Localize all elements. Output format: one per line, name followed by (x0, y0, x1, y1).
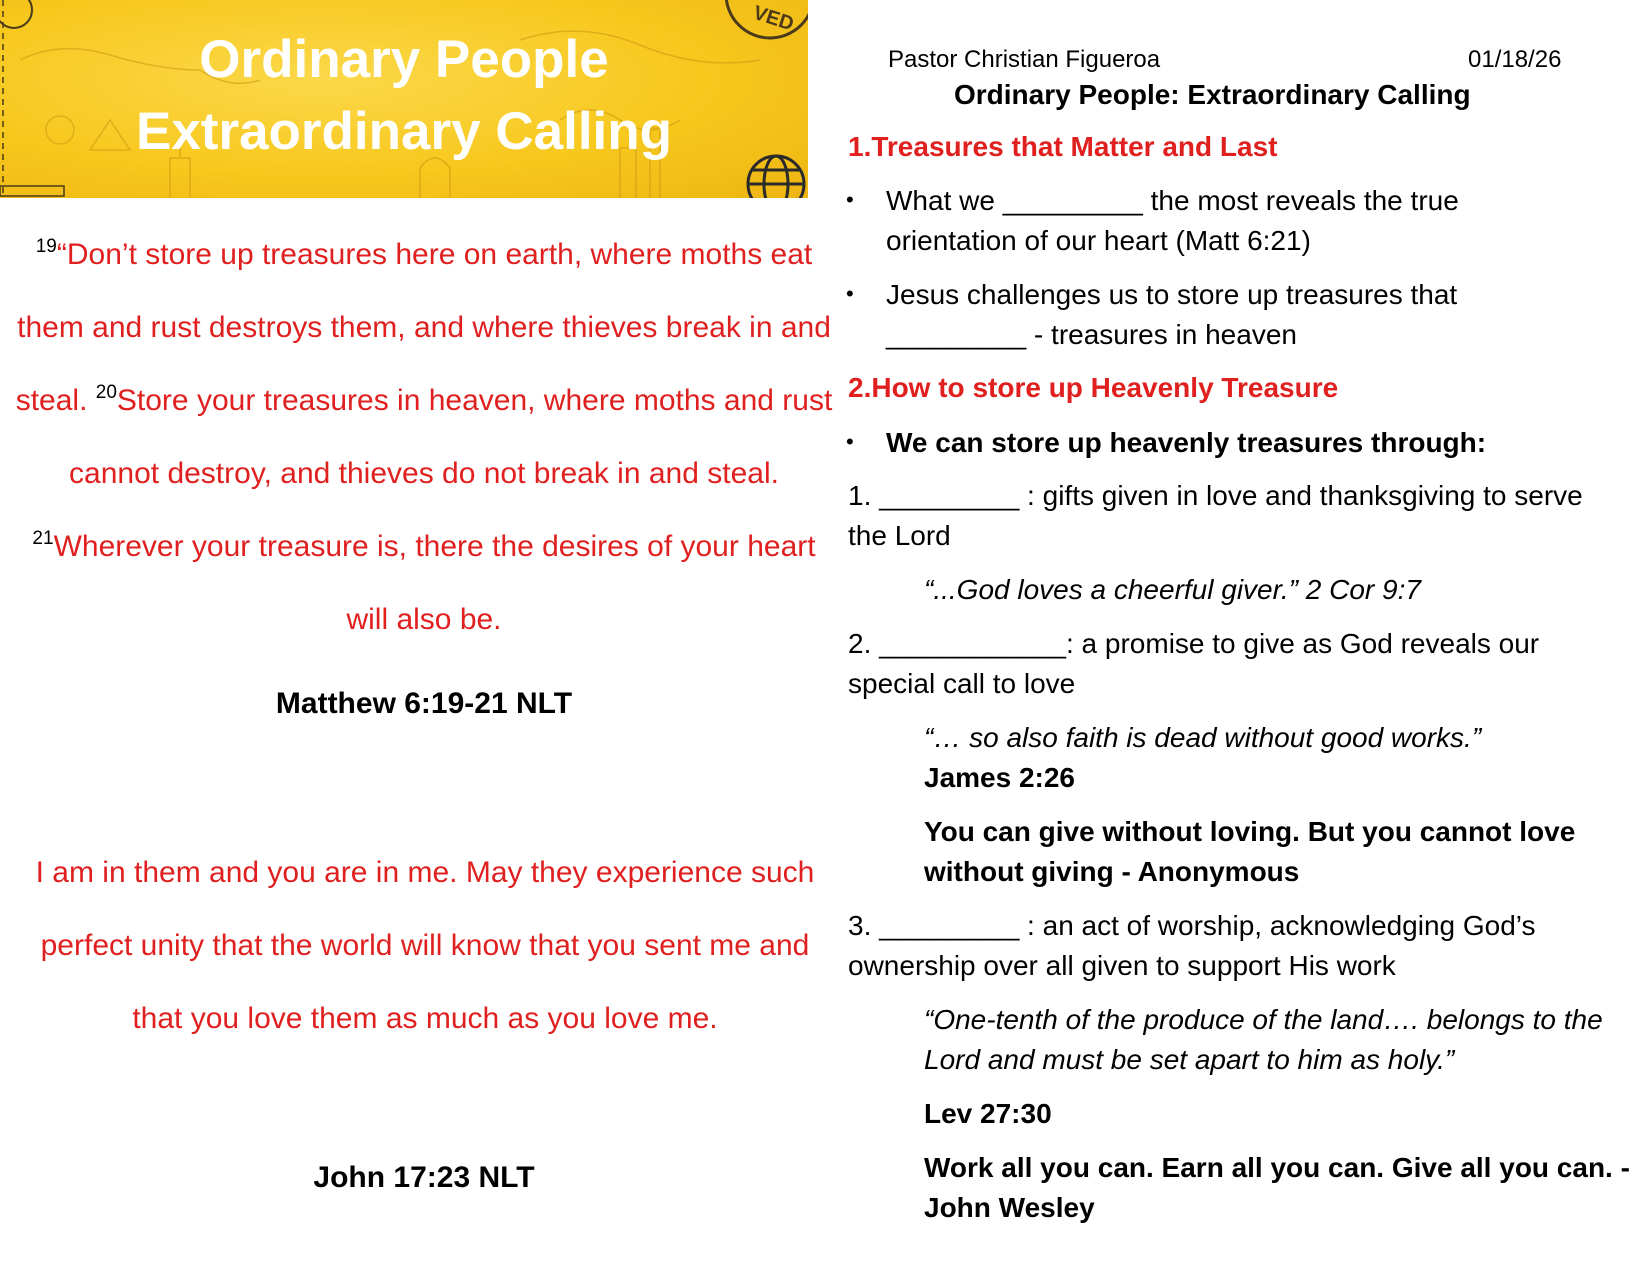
quote: “… so also faith is dead without good works.” (924, 722, 1482, 753)
section-heading: 1.Treasures that Matter and Last (848, 131, 1278, 162)
scripture-matthew (14, 218, 834, 656)
banner-title-line2: Extraordinary Calling (135, 102, 673, 161)
bullet-item: Jesus challenges us to store up treasures that _________ - treasures in heaven (886, 279, 1458, 350)
verse-number: 20 (95, 382, 117, 403)
verse-text: “Don’t store up treasures here on earth, where moths eat them and rust destroys them, and where thieves break in and steal. (15, 238, 831, 417)
sermon-title: Ordinary People: Extraordinary Calling (954, 79, 1471, 110)
bullet-icon: • (846, 429, 854, 454)
quote: “One-tenth of the produce of the land…. belongs to the Lord and must be set apart to him as holy.” (924, 1004, 1603, 1075)
verse-number: 19 (35, 236, 57, 257)
sermon-date: 01/18/26 (1468, 46, 1562, 73)
list-item: 2. ____________: a promise to give as God reveals our special call to love (848, 628, 1540, 699)
list-item: 1. _________ : gifts given in love and thanksgiving to serve the Lord (848, 480, 1583, 551)
verse-text: Store your treasures in heaven, where moths and rust cannot destroy, and thieves do not break in and steal. (69, 384, 833, 490)
bullet-icon: • (846, 281, 854, 306)
list-item: 3. _________ : an act of worship, acknowledging God’s ownership over all given to support His work (848, 910, 1536, 981)
svg-text:VED: VED (750, 1, 797, 36)
sermon-banner (0, 0, 808, 198)
quote-reference: James 2:26 (924, 762, 1076, 793)
bullet-icon: • (846, 187, 854, 212)
bullet-item: We can store up heavenly treasures through: (886, 427, 1487, 458)
quote-reference: Lev 27:30 (924, 1098, 1052, 1129)
scripture-reference: John 17:23 NLT (313, 1161, 535, 1194)
ticket-icon (0, 186, 64, 196)
section-heading: 2.How to store up Heavenly Treasure (848, 372, 1339, 403)
verse-text: Wherever your treasure is, there the desires of your heart will also be. (53, 530, 816, 636)
verse-number: 21 (32, 528, 54, 549)
saying: Work all you can. Earn all you can. Give all you can. - John Wesley (924, 1152, 1630, 1223)
scripture-john: I am in them and you are in me. May they experience such perfect unity that the world will know that you sent me and that you love them as much as you love me. (35, 856, 815, 1035)
quote: “...God loves a cheerful giver.” 2 Cor 9:7 (924, 574, 1421, 605)
saying: You can give without loving. But you cannot love without giving - Anonymous (924, 816, 1576, 887)
bullet-item: What we _________ the most reveals the true orientation of our heart (Matt 6:21) (886, 185, 1459, 256)
pastor-name: Pastor Christian Figueroa (888, 46, 1161, 73)
scripture-reference: Matthew 6:19-21 NLT (275, 687, 573, 720)
banner-title-line1: Ordinary People (199, 30, 609, 89)
